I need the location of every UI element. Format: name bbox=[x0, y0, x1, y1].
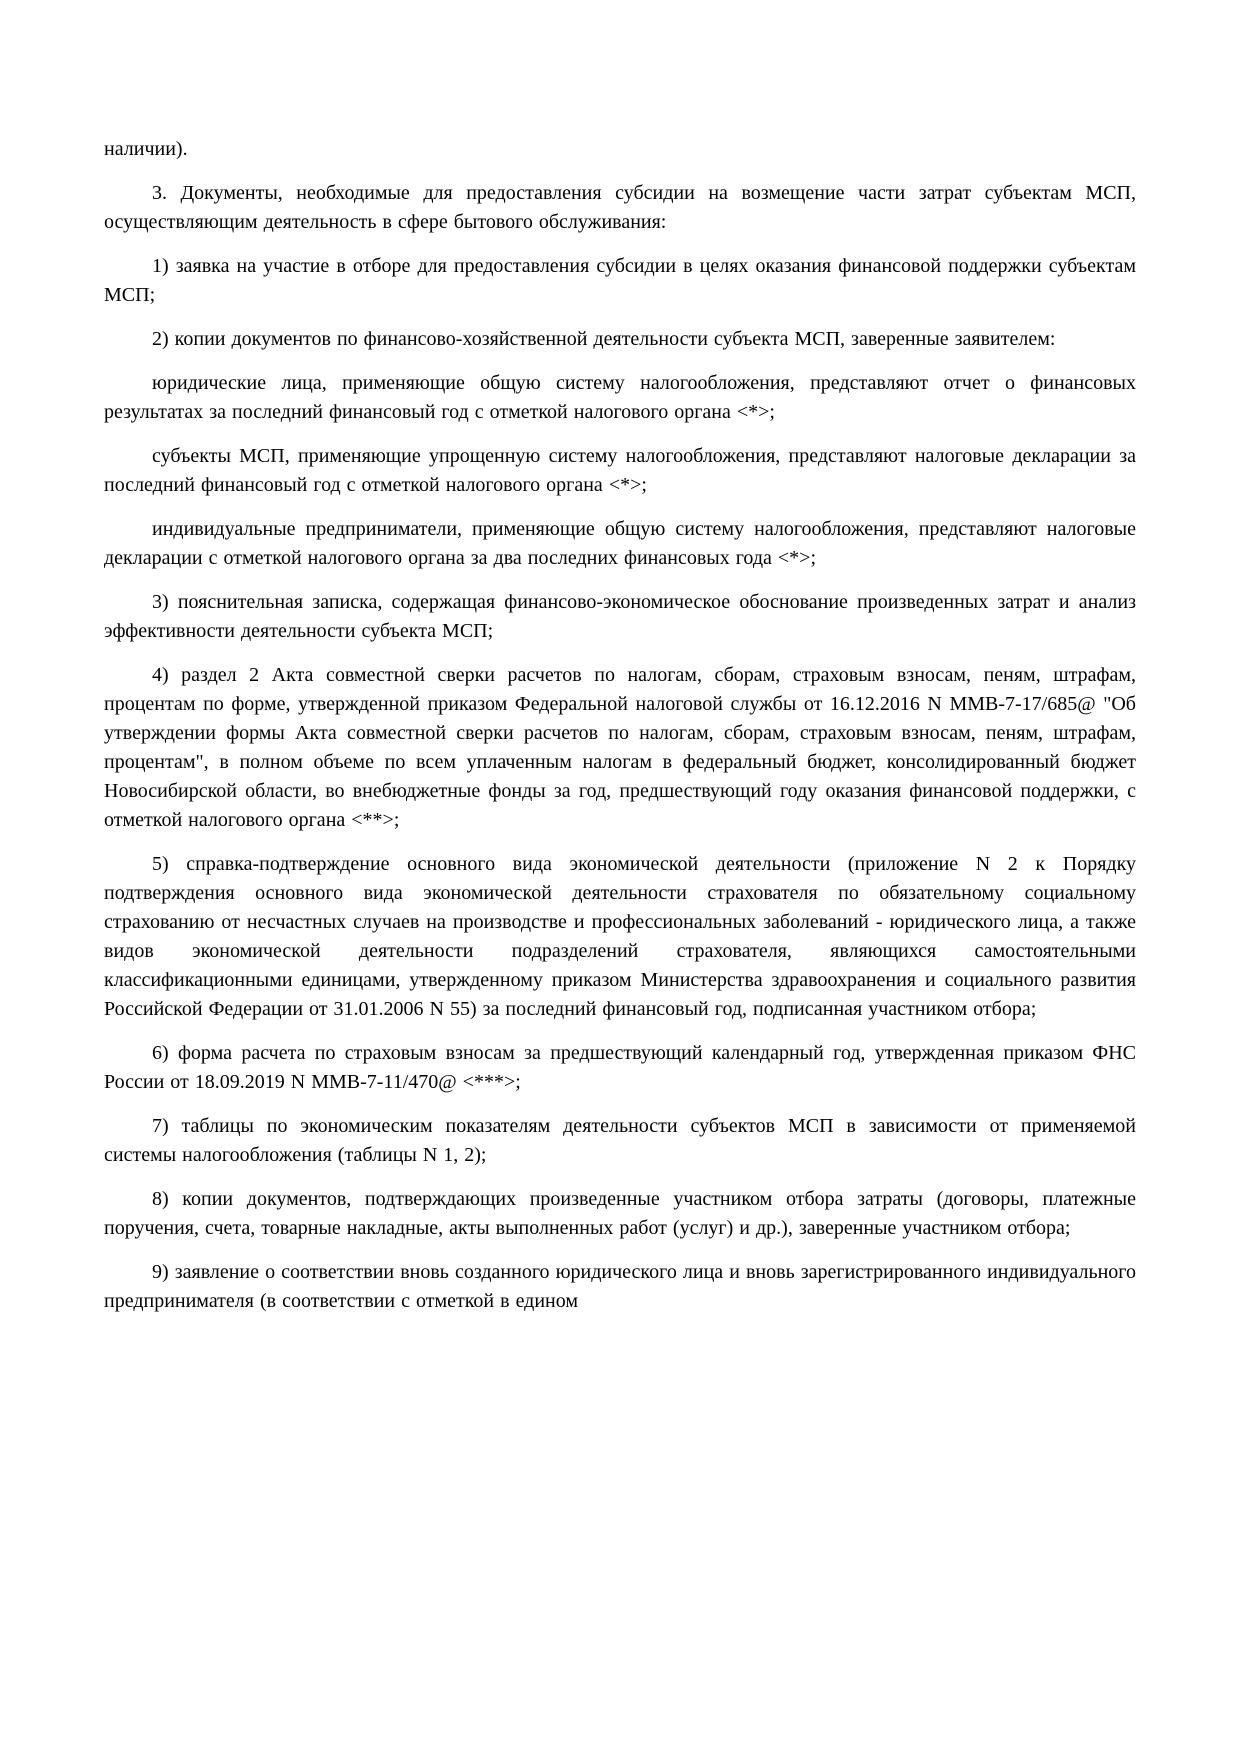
paragraph: субъекты МСП, применяющие упрощенную систему налогообложения, представляют налоговые декларации за последний финансовый год с отметкой налогового органа <*>; bbox=[104, 445, 1136, 496]
paragraph: 8) копии документов, подтверждающих произведенные участником отбора затраты (договоры, платежные поручения, счета, товарные накладные, акты выполненных работ (услуг) и др.), заверенные участником отбора; bbox=[104, 1188, 1136, 1239]
paragraph: 4) раздел 2 Акта совместной сверки расчетов по налогам, сборам, страховым взносам, пеням, штрафам, процентам по форме, утвержденной приказом Федеральной налоговой службы от 16.12.2016 N ММВ-7-17/685@ "Об утверждении формы Акта совместной сверки расчетов по налогам, сборам, страховым взносам, пеням, штрафам, процентам", в полном объеме по всем уплаченным налогам в федеральный бюджет, консолидированный бюджет Новосибирской области, во внебюджетные фонды за год, предшествующий году оказания финансовой поддержки, с отметкой налогового органа <**>; bbox=[104, 664, 1136, 831]
paragraph: 3. Документы, необходимые для предоставления субсидии на возмещение части затрат субъектам МСП, осуществляющим деятельность в сфере бытового обслуживания: bbox=[104, 182, 1136, 233]
paragraph: 2) копии документов по финансово-хозяйственной деятельности субъекта МСП, заверенные заявителем: bbox=[152, 328, 1056, 350]
paragraph: 3) пояснительная записка, содержащая финансово-экономическое обоснование произведенных затрат и анализ эффективности деятельности субъекта МСП; bbox=[104, 591, 1136, 642]
paragraph: 6) форма расчета по страховым взносам за предшествующий календарный год, утвержденная приказом ФНС России от 18.09.2019 N ММВ-7-11/470@ <***>; bbox=[104, 1042, 1136, 1093]
paragraph: 7) таблицы по экономическим показателям деятельности субъектов МСП в зависимости от применяемой системы налогообложения (таблицы N 1, 2); bbox=[104, 1115, 1136, 1166]
paragraph: 1) заявка на участие в отборе для предоставления субсидии в целях оказания финансовой поддержки субъектам МСП; bbox=[104, 255, 1136, 306]
paragraph: наличии). bbox=[104, 138, 188, 160]
paragraph: юридические лица, применяющие общую систему налогообложения, представляют отчет о финансовых результатах за последний финансовый год с отметкой налогового органа <*>; bbox=[104, 372, 1136, 423]
paragraph: индивидуальные предприниматели, применяющие общую систему налогообложения, представляют налоговые декларации с отметкой налогового органа за два последних финансовых года <*>; bbox=[104, 518, 1136, 569]
paragraph: 5) справка-подтверждение основного вида экономической деятельности (приложение N 2 к Порядку подтверждения основного вида экономической деятельности страхователя по обязательному социальному страхованию от несчастных случаев на производстве и профессиональных заболеваний - юридического лица, а также видов экономической деятельности подразделений страхователя, являющихся самостоятельными классификационными единицами, утвержденному приказом Министерства здравоохранения и социального развития Российской Федерации от 31.01.2006 N 55) за последний финансовый год, подписанная участником отбора; bbox=[104, 853, 1136, 1020]
paragraph: 9) заявление о соответствии вновь созданного юридического лица и вновь зарегистрированного индивидуального предпринимателя (в соответствии с отметкой в едином bbox=[104, 1261, 1136, 1312]
